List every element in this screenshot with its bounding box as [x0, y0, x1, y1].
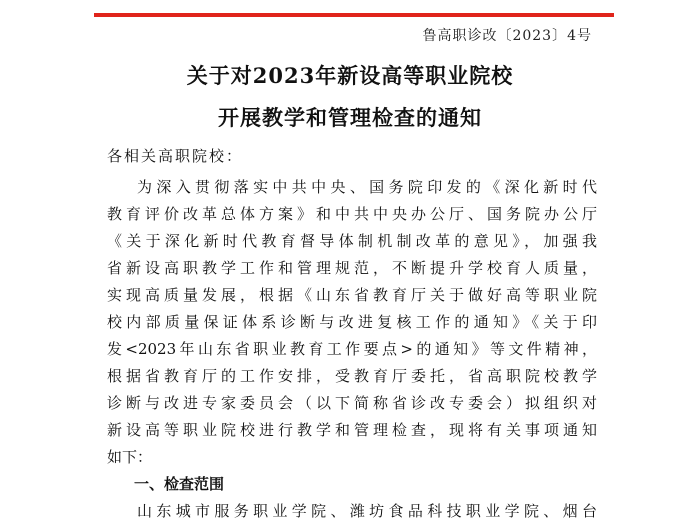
- salutation: 各相关高职院校：: [107, 147, 244, 165]
- body-line: 《关于深化新时代教育督导体制机制改革的意见》，加强我: [107, 232, 597, 250]
- body-line: 教育评价改革总体方案》和中共中央办公厅、国务院办公厅: [107, 205, 597, 223]
- section-heading: 一、检查范围: [134, 475, 225, 493]
- body-line: 为深入贯彻落实中共中央、国务院印发的《深化新时代: [137, 178, 597, 196]
- body-line: 根据省教育厅的工作安排，受教育厅委托，省高职院校教学: [107, 367, 597, 385]
- body-line: 省新设高职教学工作和管理规范，不断提升学校育人质量，: [107, 259, 597, 277]
- body-line: 诊断与改进专家委员会（以下简称省诊改专委会）拟组织对: [107, 394, 597, 412]
- title-line-1: 关于对2023年新设高等职业院校: [186, 63, 514, 88]
- document-number: 鲁高职诊改〔2023〕4号: [422, 28, 592, 44]
- section-body-line: 山东城市服务职业学院、潍坊食品科技职业学院、烟台: [137, 502, 597, 520]
- body-line: 实现高质量发展，根据《山东省教育厅关于做好高等职业院: [107, 286, 597, 304]
- red-header-rule: [94, 13, 614, 17]
- body-line: 校内部质量保证体系诊断与改进复核工作的通知》《关于印: [107, 313, 597, 331]
- body-line: 发<2023年山东省职业教育工作要点>的通知》等文件精神，: [107, 340, 597, 358]
- title-line-2: 开展教学和管理检查的通知: [218, 105, 482, 130]
- body-line: 新设高等职业院校进行教学和管理检查，现将有关事项通知: [107, 421, 597, 439]
- body-line: 如下：: [107, 448, 153, 466]
